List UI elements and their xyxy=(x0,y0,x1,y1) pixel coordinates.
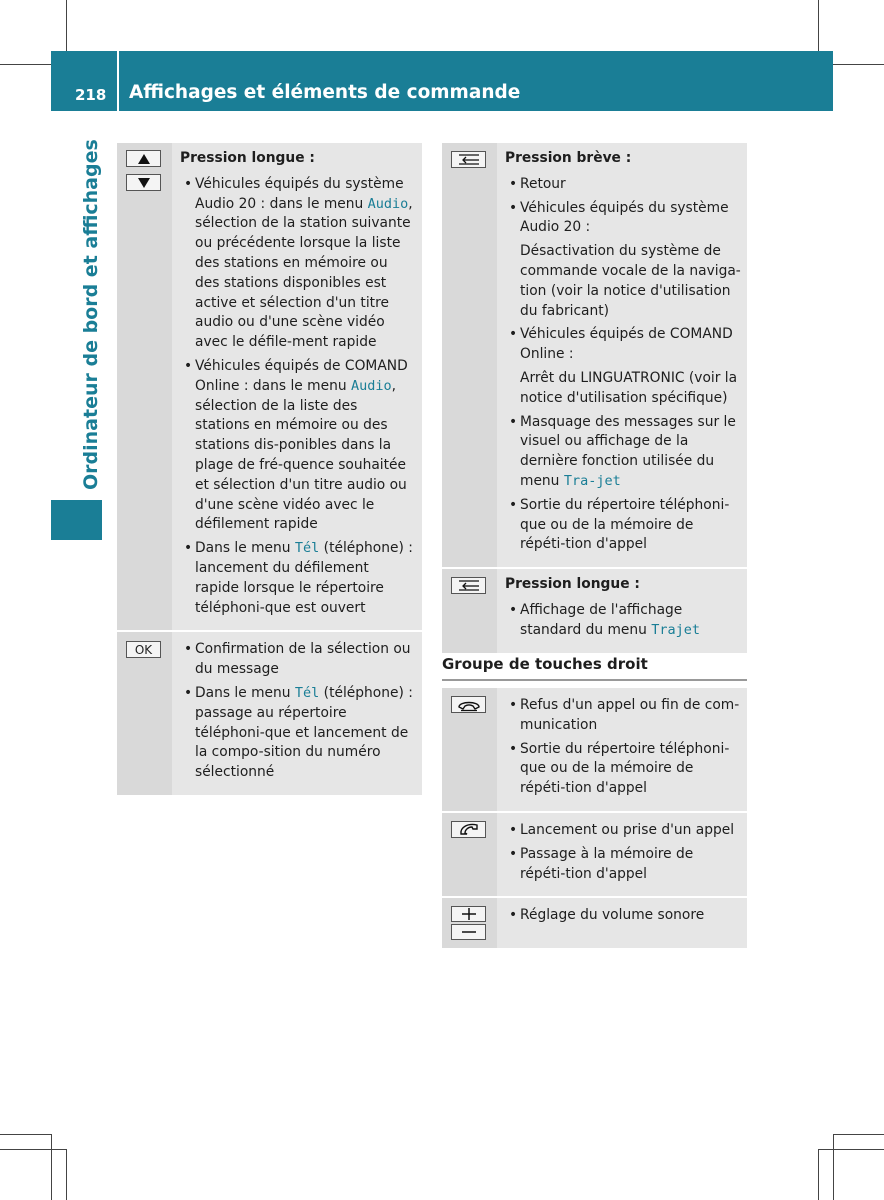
table-row xyxy=(442,569,747,652)
header-divider xyxy=(117,51,119,111)
table-row xyxy=(442,688,747,813)
item-text: , sélection de la liste des stations en mémoire ou des stations dis-ponibles dans la plage de fré-quence souhaitée et sélection d'un titre audio ou d'une scène vidéo avec le défilement rapide xyxy=(195,377,407,533)
table-row xyxy=(442,143,747,569)
key-cell xyxy=(442,688,497,811)
item-text: (téléphone) : passage au répertoire téléphoni-que et lancement de la compo-sition du numéro sélectionné xyxy=(195,684,413,781)
list-item xyxy=(505,199,741,322)
crop-mark xyxy=(0,64,51,65)
key-cell xyxy=(442,569,497,652)
list-item xyxy=(505,325,741,408)
crop-mark xyxy=(0,1149,66,1150)
key-description xyxy=(172,632,422,795)
item-text: Véhicules équipés du système Audio 20 : xyxy=(520,199,729,236)
crop-mark xyxy=(833,64,884,65)
key-description xyxy=(497,898,747,948)
item-text: (téléphone) : lancement du défilement rapide lorsque le répertoire téléphoni-que est ouvert xyxy=(195,540,413,616)
crop-mark xyxy=(51,1134,52,1200)
function-list xyxy=(505,696,741,799)
list-item xyxy=(505,740,741,799)
item-text: Sortie du répertoire téléphoni-que ou de la mémoire de répéti-tion d'appel xyxy=(520,740,730,797)
table-row xyxy=(117,143,422,632)
press-type-heading: Pression longue : xyxy=(180,150,315,166)
function-list xyxy=(505,601,741,641)
list-item xyxy=(505,496,741,555)
key-description xyxy=(497,688,747,811)
key-cell xyxy=(442,898,497,948)
list-item xyxy=(505,906,741,926)
list-item xyxy=(505,845,741,885)
back-key-icon xyxy=(451,151,486,168)
press-type-heading: Pression brève : xyxy=(505,150,632,166)
display-menu-name: Trajet xyxy=(651,621,701,638)
list-item xyxy=(505,601,741,641)
item-text: Dans le menu xyxy=(195,540,295,557)
key-description xyxy=(497,143,747,567)
page-number: 218 xyxy=(75,86,107,104)
list-item xyxy=(180,640,416,680)
function-list xyxy=(505,821,741,884)
ok-key-label: OK xyxy=(134,642,153,657)
volume-plus-key-icon xyxy=(451,906,486,922)
list-item xyxy=(180,357,416,535)
item-text: Véhicules équipés du système Audio 20 : dans le menu xyxy=(195,175,404,212)
display-menu-name: Audio xyxy=(367,195,409,212)
crop-mark xyxy=(818,0,819,51)
item-text: Refus d'un appel ou fin de com-munication xyxy=(520,697,740,733)
list-item xyxy=(505,696,741,736)
left-key-table xyxy=(117,143,422,795)
accept-call-key-icon xyxy=(451,821,486,838)
key-cell xyxy=(442,813,497,896)
display-menu-name: Tra-jet xyxy=(563,472,621,489)
item-text: Retour xyxy=(520,175,566,192)
key-cell xyxy=(442,143,497,567)
function-list xyxy=(505,906,741,926)
side-tab-label: Ordinateur de bord et affichages xyxy=(80,139,102,490)
table-row xyxy=(117,632,422,795)
list-item xyxy=(505,821,741,841)
item-text: Lancement ou prise d'un appel xyxy=(520,821,735,838)
crop-mark xyxy=(66,1149,67,1200)
key-description xyxy=(172,143,422,630)
crop-mark xyxy=(0,1134,51,1135)
key-cell xyxy=(117,143,172,630)
down-triangle-key-icon xyxy=(126,174,161,191)
section-title: Groupe de touches droit xyxy=(442,655,747,681)
right-group-table xyxy=(442,688,747,948)
table-row xyxy=(442,898,747,948)
function-list xyxy=(180,175,416,619)
item-subtext: Désactivation du système de commande vocale de la naviga-tion (voir la notice d'utilisation du fabricant) xyxy=(520,243,741,319)
item-text: Confirmation de la sélection ou du message xyxy=(195,641,411,678)
display-menu-name: Tél xyxy=(294,540,320,557)
list-item xyxy=(505,175,741,195)
ok-key xyxy=(126,641,161,658)
chapter-title: Affichages et éléments de commande xyxy=(129,82,521,103)
item-text: Sortie du répertoire téléphoni-que ou de la mémoire de répéti-tion d'appel xyxy=(520,496,730,553)
list-item xyxy=(180,684,416,783)
key-description xyxy=(497,813,747,896)
end-call-key-icon xyxy=(451,696,486,713)
key-cell xyxy=(117,632,172,795)
volume-minus-key-icon xyxy=(451,924,486,940)
function-list xyxy=(505,175,741,555)
back-key-icon xyxy=(451,577,486,594)
list-item xyxy=(505,413,741,492)
function-list xyxy=(180,640,416,783)
table-row xyxy=(442,813,747,898)
display-menu-name: Tél xyxy=(294,684,320,701)
item-text: , sélection de la station suivante ou précédente lorsque la liste des stations en mémoire ou des stations disponibles est active et sélection d'un titre audio ou d'une scène vidéo avec le défile-ment rapide xyxy=(195,195,413,351)
item-text: Affichage de l'affichage standard du menu xyxy=(520,601,683,638)
crop-mark xyxy=(818,1149,884,1150)
press-type-heading: Pression longue : xyxy=(505,576,640,593)
list-item xyxy=(180,175,416,353)
crop-mark xyxy=(833,1134,834,1200)
list-item xyxy=(180,539,416,618)
up-triangle-key-icon xyxy=(126,150,161,167)
crop-mark xyxy=(833,1134,884,1135)
item-text: Dans le menu xyxy=(195,684,295,701)
side-tab-marker xyxy=(51,500,102,540)
item-text: Réglage du volume sonore xyxy=(520,907,705,924)
item-subtext: Arrêt du LINGUATRONIC (voir la notice d'utilisation spécifique) xyxy=(520,369,738,406)
right-key-table xyxy=(442,143,747,653)
crop-mark xyxy=(818,1149,819,1200)
key-description xyxy=(497,569,747,652)
crop-mark xyxy=(66,0,67,51)
item-text: Véhicules équipés de COMAND Online : dans le menu xyxy=(195,357,408,394)
item-text: Véhicules équipés de COMAND Online : xyxy=(520,326,733,363)
item-text: Masquage des messages sur le visuel ou affichage de la dernière fonction utilisée du menu xyxy=(520,413,736,489)
page-header xyxy=(51,51,833,111)
display-menu-name: Audio xyxy=(350,377,392,394)
item-text: Passage à la mémoire de répéti-tion d'appel xyxy=(520,845,694,882)
